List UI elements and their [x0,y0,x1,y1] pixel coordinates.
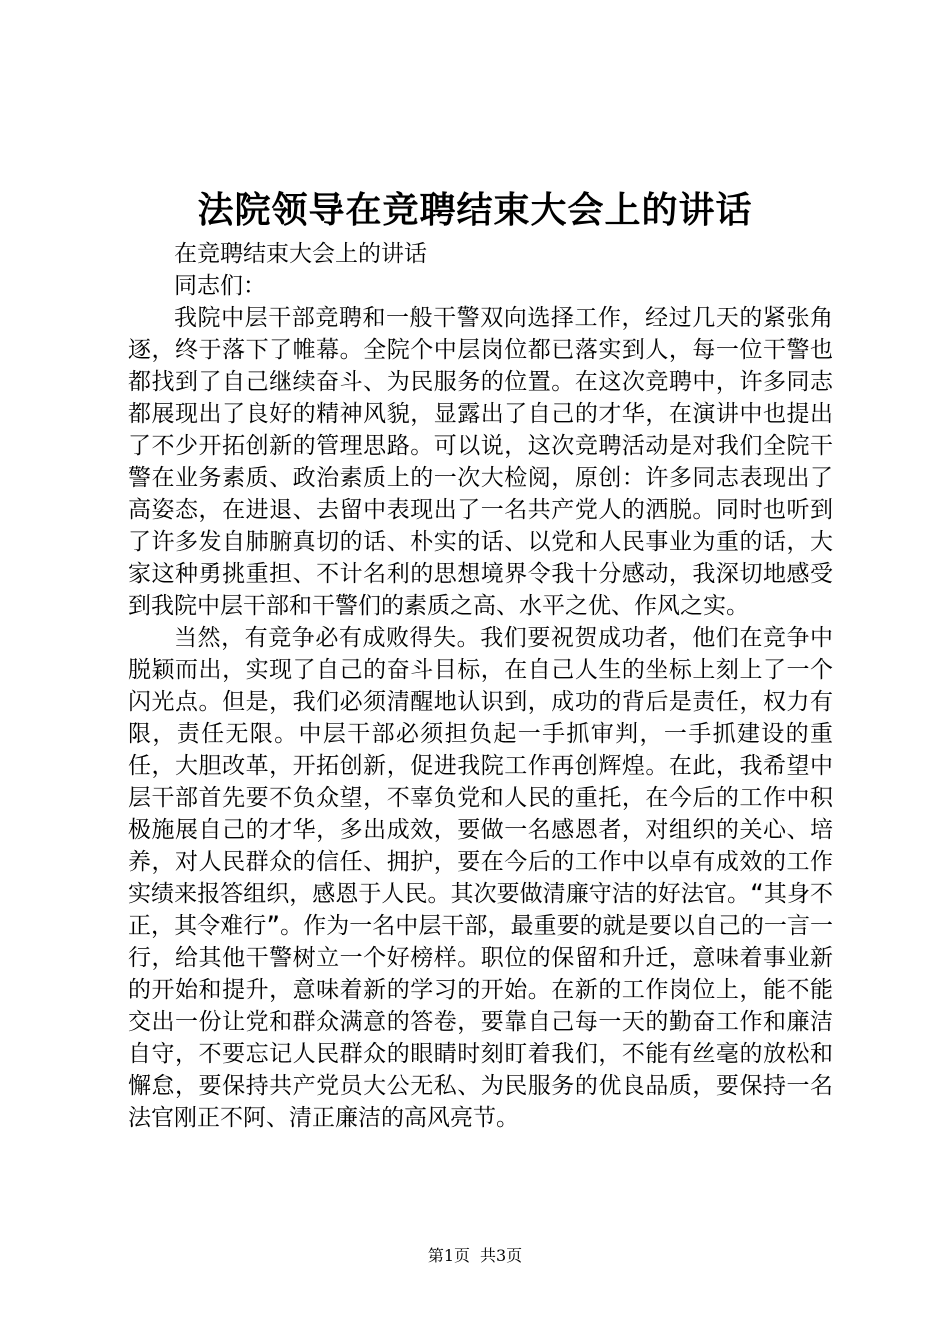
salutation: 同志们： [174,273,266,299]
document-body [128,238,833,1134]
paragraph-1: 我院中层干部竞聘和一般干警双向选择工作，经过几天的紧张角逐，终于落下了帷幕。全院个中层岗位都已落实到人，每一位干警也都找到了自己继续奋斗、为民服务的位置。在这次竞聘中，许多同志都展现出了良好的精神风貌，显露出了自己的才华，在演讲中也提出了不少开拓创新的管理思路。可以说，这次竞聘活动是对我们全院干警在业务素质、政治素质上的一次大检阅，原创：许多同志表现出了高姿态，在进退、去留中表现出了一名共产党人的洒脱。同时也听到了许多发自肺腑真切的话、朴实的话、以党和人民事业为重的话，大家这种勇挑重担、不计名利的思想境界令我十分感动，我深切地感受到我院中层干部和干警们的素质之高、水平之优、作风之实。 [128,305,833,619]
document-subtitle: 在竞聘结束大会上的讲话 [174,241,427,267]
document-title: 法院领导在竞聘结束大会上的讲话 [197,189,753,231]
page-number-current: 第1页 [427,1246,470,1265]
page-number-total: 共3页 [480,1246,523,1265]
paragraph-2: 当然，有竞争必有成败得失。我们要祝贺成功者，他们在竞争中脱颖而出，实现了自己的奋斗目标，在自己人生的坐标上刻上了一个闪光点。但是，我们必须清醒地认识到，成功的背后是责任，权力有限，责任无限。中层干部必须担负起一手抓审判，一手抓建设的重任，大胆改革，开拓创新，促进我院工作再创辉煌。在此，我希望中层干部首先要不负众望，不辜负党和人民的重托，在今后的工作中积极施展自己的才华，多出成效，要做一名感恩者，对组织的关心、培养，对人民群众的信任、拥护，要在今后的工作中以卓有成效的工作实绩来报答组织，感恩于人民。其次要做清廉守洁的好法官。“其身不正，其令难行”。作为一名中层干部，最重要的就是要以自己的一言一行，给其他干警树立一个好榜样。职位的保留和升迁，意味着事业新的开始和提升，意味着新的学习的开始。在新的工作岗位上，能不能交出一份让党和群众满意的答卷，要靠自己每一天的勤奋工作和廉洁自守，不要忘记人民群众的眼睛时刻盯着我们，不能有丝毫的放松和懈怠，要保持共产党员大公无私、为民服务的优良品质，要保持一名法官刚正不阿、清正廉洁的高风亮节。 [128,625,833,1131]
page-footer [0,1245,950,1267]
